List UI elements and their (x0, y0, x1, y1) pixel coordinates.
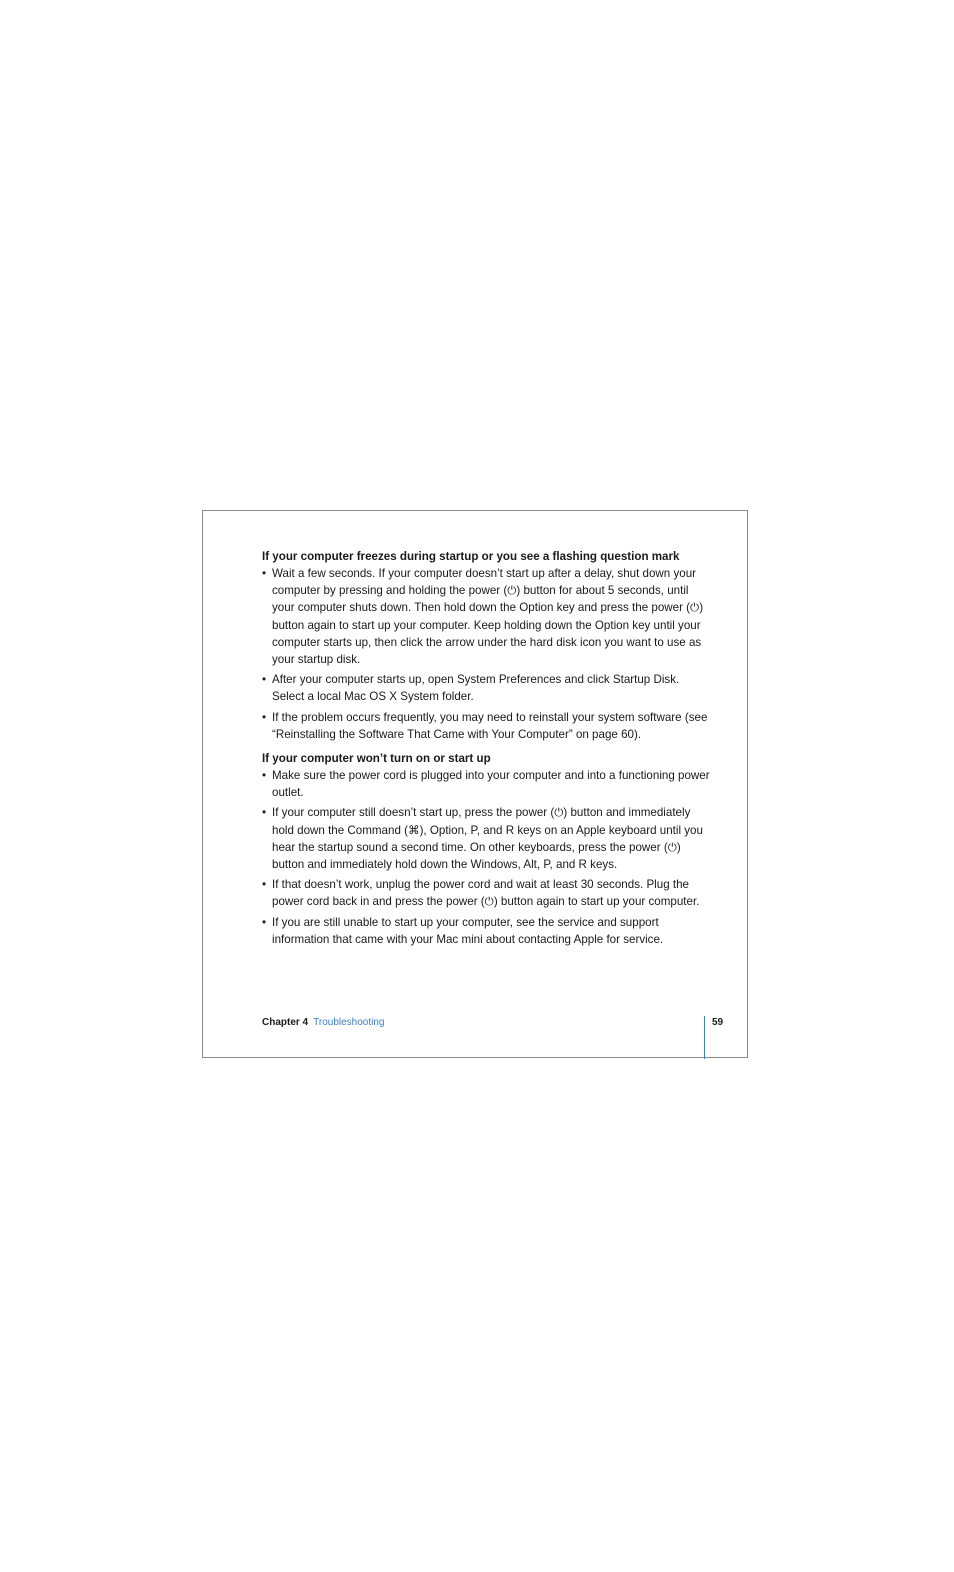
list-item-text: If your computer still doesn’t start up, press the power (⏻) button and immediately hold down the Command (⌘), Option, P, and R keys on an Apple keyboard until you hear the startup sound a second time. On other keyboards, press the power (⏻) button and immediately hold down the Windows, Alt, P, and R keys. (272, 806, 703, 872)
bullet-glyph: • (262, 567, 267, 580)
bullet-glyph: • (262, 769, 267, 783)
list-item (262, 914, 710, 948)
list-item-text: Wait a few seconds. If your computer doesn’t start up after a delay, shut down your computer by pressing and holding the power (⏻) button for about 5 seconds, until your computer shuts down. Then hold down the Option key and press the power (⏻) button again to start up your computer. Keep holding down the Option key until your computer starts up, then click the arrow under the hard disk icon you want to use as your startup disk. (272, 567, 704, 667)
bullet-list-wont-start (262, 767, 710, 948)
page-number-rule (704, 1016, 705, 1059)
list-item-text: If the problem occurs frequently, you may need to reinstall your system software (see “Reinstalling the Software That Came with Your Computer” on page 60). (272, 710, 708, 741)
section-heading-wont-start: If your computer won’t turn on or start up (262, 752, 491, 766)
page-footer (262, 1015, 384, 1031)
page-number: 59 (712, 1017, 724, 1028)
section-heading-freezes: If your computer freezes during startup or you see a flashing question mark (262, 550, 680, 563)
list-item-text: If that doesn’t work, unplug the power cord and wait at least 30 seconds. Plug the power cord back in and press the power (⏻) button again to start up your computer. (272, 878, 700, 909)
list-item (262, 671, 710, 705)
page-content (262, 548, 710, 951)
bullet-glyph: • (262, 915, 267, 929)
chapter-name-link[interactable]: Troubleshooting (313, 1017, 385, 1028)
list-item (262, 804, 710, 873)
list-item-text: If you are still unable to start up your computer, see the service and support information that came with your Mac mini about contacting Apple for service. (272, 915, 664, 946)
list-item (262, 565, 710, 668)
bullet-glyph: • (262, 806, 267, 820)
list-item (262, 709, 710, 743)
list-item (262, 876, 710, 910)
bullet-glyph: • (262, 673, 267, 687)
bullet-list-freezes (262, 565, 710, 743)
list-item (262, 767, 710, 801)
list-item-text: After your computer starts up, open System Preferences and click Startup Disk. Select a local Mac OS X System folder. (272, 673, 680, 704)
list-item-text: Make sure the power cord is plugged into your computer and into a functioning power outlet. (272, 769, 710, 800)
bullet-glyph: • (262, 710, 267, 724)
chapter-label: Chapter 4 (262, 1017, 309, 1028)
bullet-glyph: • (262, 878, 267, 892)
